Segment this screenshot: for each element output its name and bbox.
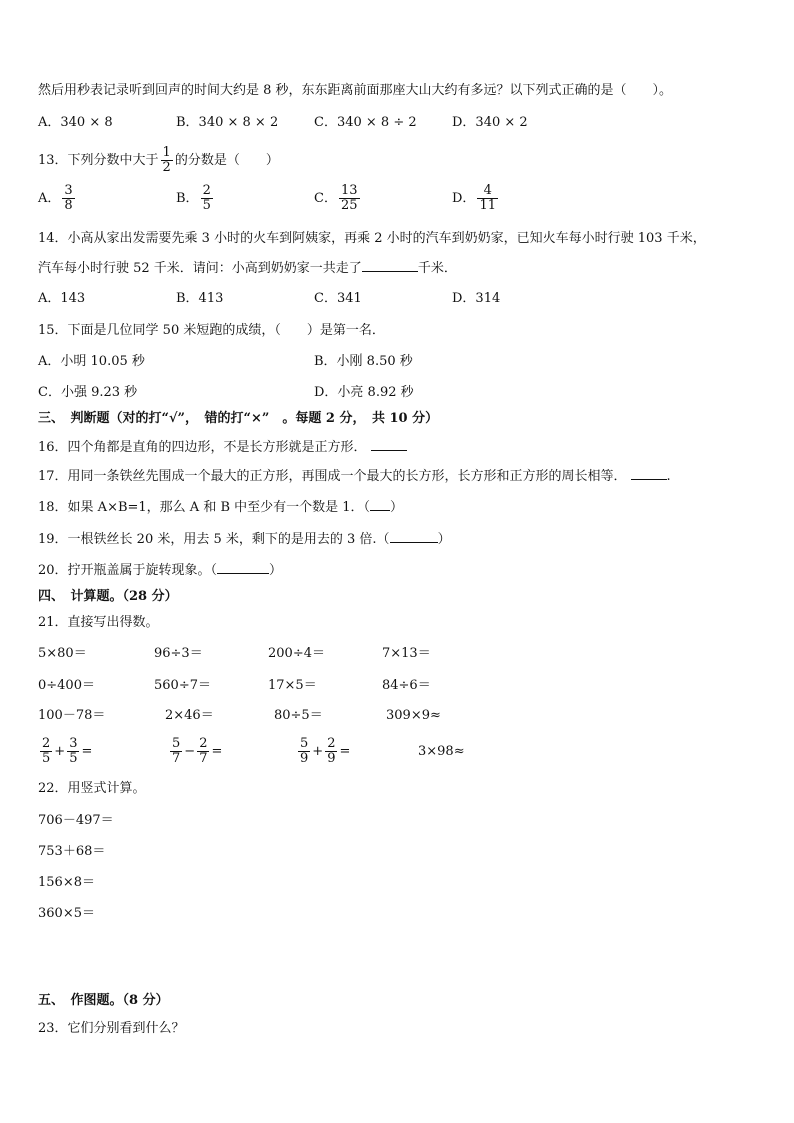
q12-option-c: C．340 × 8 ÷ 2 bbox=[314, 115, 417, 130]
q21-fraction-diff: $\frac{5}{7}$ − $\frac{2}{7}$ = bbox=[172, 736, 223, 766]
q20-answer-blank[interactable] bbox=[217, 561, 269, 574]
q22-item: 360×5＝ bbox=[38, 906, 95, 921]
q15-option-b: B．小刚 8.50 秒 bbox=[314, 354, 413, 369]
q21-item: 100－78＝ bbox=[38, 708, 106, 723]
q15-option-c: C．小强 9.23 秒 bbox=[38, 385, 138, 400]
q12-option-d: D．340 × 2 bbox=[452, 115, 528, 130]
q14-option-a: A．143 bbox=[38, 291, 86, 306]
q21-item: 0÷400＝ bbox=[38, 678, 95, 693]
q21-item: 3×98≈ bbox=[418, 744, 465, 759]
q14-option-c: C．341 bbox=[314, 291, 362, 306]
q18-answer-blank[interactable] bbox=[370, 498, 390, 511]
q13-stem bbox=[38, 144, 279, 178]
q21-item: 200÷4＝ bbox=[268, 646, 325, 661]
q15-option-d: D．小亮 8.92 秒 bbox=[314, 385, 414, 400]
q22-item: 706－497＝ bbox=[38, 813, 114, 828]
q14-line-1: 14．小高从家出发需要先乘 3 小时的火车到阿姨家，再乘 2 小时的汽车到奶奶家，已知火车每小时行驶 103 千米， bbox=[38, 231, 706, 246]
q13-option-a: A． $\frac{3}{8}$ bbox=[38, 183, 73, 213]
q12-option-b: B．340 × 8 × 2 bbox=[176, 115, 279, 130]
q14-answer-blank[interactable] bbox=[362, 259, 418, 272]
q19-answer-blank[interactable] bbox=[390, 530, 438, 543]
q12-stem: 然后用秒表记录听到回声的时间大约是 8 秒，东东距离前面那座大山大约有多远？以下列式正确的是（ ）。 bbox=[38, 83, 673, 98]
q21-item: 96÷3＝ bbox=[154, 646, 203, 661]
q13-option-d: D． $\frac{4}{11}$ bbox=[452, 183, 496, 213]
q15-option-a: A．小明 10.05 秒 bbox=[38, 354, 145, 369]
q17-answer-blank[interactable] bbox=[631, 467, 667, 480]
q13-fraction: $\frac{1}{2}$ bbox=[162, 145, 171, 175]
q21-item: 80÷5＝ bbox=[274, 708, 323, 723]
q21-item: 309×9≈ bbox=[386, 708, 441, 723]
q13-option-c: C． $\frac{13}{25}$ bbox=[314, 183, 358, 213]
q14-line-2: 汽车每小时行驶 52 千米．请问：小高到奶奶家一共走了 千米． bbox=[38, 261, 457, 276]
q14-option-b: B．413 bbox=[176, 291, 224, 306]
q21-item: 2×46＝ bbox=[165, 708, 214, 723]
q21-stem: 21．直接写出得数。 bbox=[38, 615, 159, 630]
q17: 17．用同一条铁丝先围成一个最大的正方形，再围成一个最大的长方形，长方形和正方形的周长相等． . bbox=[38, 469, 671, 484]
q22-item: 753＋68＝ bbox=[38, 844, 106, 859]
q22-item: 156×8＝ bbox=[38, 875, 95, 890]
q21-fraction-sum-1: $\frac{2}{5}$ + $\frac{3}{5}$ = bbox=[42, 736, 93, 766]
q21-item: 7×13＝ bbox=[382, 646, 431, 661]
section-3-heading: 三、 判断题（对的打“√”， 错的打“×” 。每题 2 分， 共 10 分） bbox=[38, 411, 439, 426]
q13-option-b: B． $\frac{2}{5}$ bbox=[176, 183, 211, 213]
q13-stem-pre: 13．下列分数中大于 bbox=[38, 153, 159, 168]
q12-option-a: A．340 × 8 bbox=[38, 115, 113, 130]
section-4-heading: 四、 计算题。（28 分） bbox=[38, 589, 178, 604]
section-5-heading: 五、 作图题。（8 分） bbox=[38, 993, 169, 1008]
q21-item: 560÷7＝ bbox=[154, 678, 211, 693]
q21-item: 5×80＝ bbox=[38, 646, 87, 661]
q16: 16．四个角都是直角的四边形，不是长方形就是正方形． bbox=[38, 438, 407, 457]
q21-item: 17×5＝ bbox=[268, 678, 317, 693]
q16-answer-blank[interactable] bbox=[371, 438, 407, 451]
q22-stem: 22．用竖式计算。 bbox=[38, 781, 146, 796]
q21-fraction-sum-2: $\frac{5}{9}$ + $\frac{2}{9}$ = bbox=[300, 736, 351, 766]
q20: 20．拧开瓶盖属于旋转现象。（ ） bbox=[38, 563, 283, 578]
q21-item: 84÷6＝ bbox=[382, 678, 431, 693]
q23-stem: 23．它们分别看到什么？ bbox=[38, 1021, 185, 1036]
q15-stem: 15．下面是几位同学 50 米短跑的成绩，（ ）是第一名． bbox=[38, 323, 385, 338]
q14-option-d: D．314 bbox=[452, 291, 501, 306]
q13-stem-post: 的分数是（ ） bbox=[174, 153, 279, 168]
q19: 19．一根铁丝长 20 米，用去 5 米，剩下的是用去的 3 倍.（ ） bbox=[38, 532, 451, 547]
q18: 18．如果 A×B=1，那么 A 和 B 中至少有一个数是 1．（ ） bbox=[38, 500, 404, 515]
